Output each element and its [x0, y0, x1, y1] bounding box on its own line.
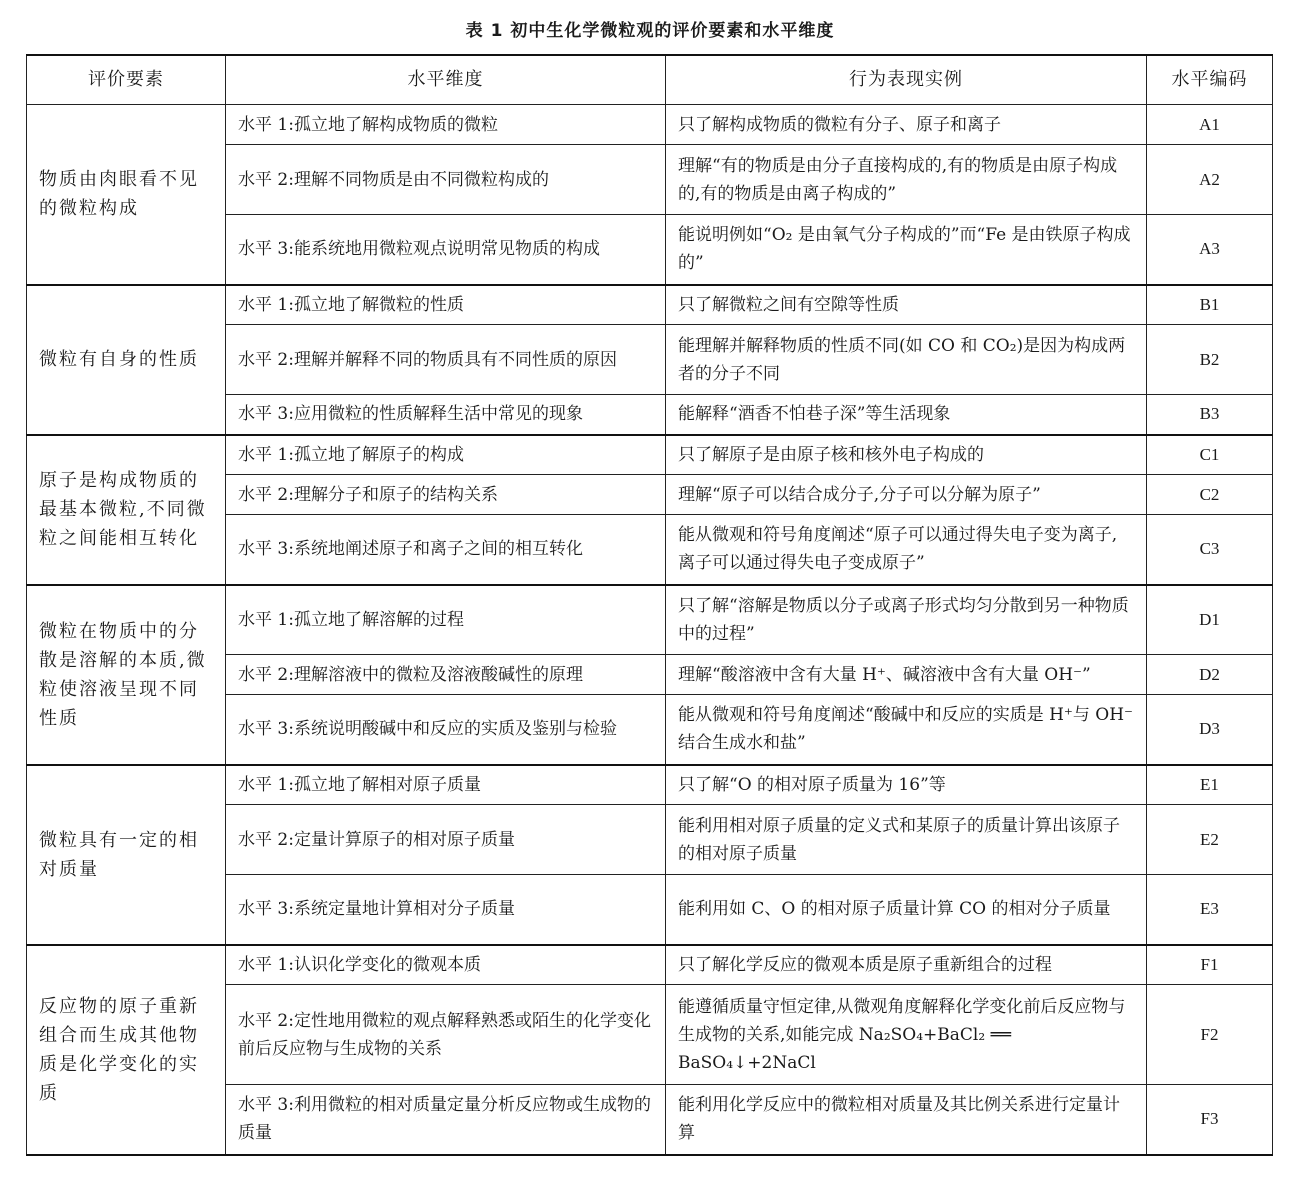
level-cell: 水平 1:孤立地了解溶解的过程	[226, 585, 666, 655]
level-cell: 水平 3:应用微粒的性质解释生活中常见的现象	[226, 395, 666, 435]
table-row	[27, 285, 1273, 325]
example-cell: 能说明例如“O₂ 是由氧气分子构成的”而“Fe 是由铁原子构成的”	[666, 215, 1147, 285]
example-cell: 只了解构成物质的微粒有分子、原子和离子	[666, 105, 1147, 145]
level-cell: 水平 2:理解溶液中的微粒及溶液酸碱性的原理	[226, 655, 666, 695]
level-cell: 水平 1:孤立地了解原子的构成	[226, 435, 666, 475]
level-cell: 水平 1:孤立地了解相对原子质量	[226, 765, 666, 805]
example-cell: 能利用相对原子质量的定义式和某原子的质量计算出该原子的相对原子质量	[666, 805, 1147, 875]
factor-cell: 微粒具有一定的相对质量	[27, 765, 226, 945]
table-body	[27, 105, 1273, 1155]
code-cell: A3	[1147, 215, 1273, 285]
code-cell: D3	[1147, 695, 1273, 765]
level-cell: 水平 1:孤立地了解构成物质的微粒	[226, 105, 666, 145]
level-cell: 水平 1:孤立地了解微粒的性质	[226, 285, 666, 325]
code-cell: C3	[1147, 515, 1273, 585]
header-code: 水平编码	[1147, 55, 1273, 105]
example-cell: 只了解原子是由原子核和核外电子构成的	[666, 435, 1147, 475]
factor-cell: 原子是构成物质的最基本微粒,不同微粒之间能相互转化	[27, 435, 226, 585]
code-cell: B3	[1147, 395, 1273, 435]
level-cell: 水平 3:系统地阐述原子和离子之间的相互转化	[226, 515, 666, 585]
header-row	[27, 55, 1273, 105]
level-cell: 水平 3:系统定量地计算相对分子质量	[226, 875, 666, 945]
code-cell: C1	[1147, 435, 1273, 475]
code-cell: E1	[1147, 765, 1273, 805]
code-cell: F3	[1147, 1085, 1273, 1155]
table-row	[27, 945, 1273, 985]
level-cell: 水平 2:理解不同物质是由不同微粒构成的	[226, 145, 666, 215]
header-example: 行为表现实例	[666, 55, 1147, 105]
example-cell: 能利用如 C、O 的相对原子质量计算 CO 的相对分子质量	[666, 875, 1147, 945]
level-cell: 水平 2:定性地用微粒的观点解释熟悉或陌生的化学变化前后反应物与生成物的关系	[226, 985, 666, 1085]
level-cell: 水平 3:系统说明酸碱中和反应的实质及鉴别与检验	[226, 695, 666, 765]
code-cell: F1	[1147, 945, 1273, 985]
example-cell: 能从微观和符号角度阐述“酸碱中和反应的实质是 H⁺与 OH⁻结合生成水和盐”	[666, 695, 1147, 765]
factor-cell: 物质由肉眼看不见的微粒构成	[27, 105, 226, 285]
table-caption: 表 1 初中生化学微粒观的评价要素和水平维度	[465, 21, 835, 41]
code-cell: A1	[1147, 105, 1273, 145]
code-cell: E2	[1147, 805, 1273, 875]
code-cell: D1	[1147, 585, 1273, 655]
example-cell: 能解释“酒香不怕巷子深”等生活现象	[666, 395, 1147, 435]
level-cell: 水平 2:理解并解释不同的物质具有不同性质的原因	[226, 325, 666, 395]
code-cell: E3	[1147, 875, 1273, 945]
code-cell: B1	[1147, 285, 1273, 325]
example-cell: 只了解“O 的相对原子质量为 16”等	[666, 765, 1147, 805]
example-cell: 能理解并解释物质的性质不同(如 CO 和 CO₂)是因为构成两者的分子不同	[666, 325, 1147, 395]
example-cell: 能利用化学反应中的微粒相对质量及其比例关系进行定量计算	[666, 1085, 1147, 1155]
factor-cell: 微粒在物质中的分散是溶解的本质,微粒使溶液呈现不同性质	[27, 585, 226, 765]
code-cell: D2	[1147, 655, 1273, 695]
level-cell: 水平 1:认识化学变化的微观本质	[226, 945, 666, 985]
header-level: 水平维度	[226, 55, 666, 105]
code-cell: F2	[1147, 985, 1273, 1085]
header-factor: 评价要素	[27, 55, 226, 105]
table-row	[27, 435, 1273, 475]
example-cell: 只了解“溶解是物质以分子或离子形式均匀分散到另一种物质中的过程”	[666, 585, 1147, 655]
table-row	[27, 585, 1273, 655]
example-cell: 只了解微粒之间有空隙等性质	[666, 285, 1147, 325]
table-row	[27, 105, 1273, 145]
evaluation-table	[26, 54, 1273, 1156]
level-cell: 水平 3:能系统地用微粒观点说明常见物质的构成	[226, 215, 666, 285]
level-cell: 水平 2:理解分子和原子的结构关系	[226, 475, 666, 515]
code-cell: B2	[1147, 325, 1273, 395]
level-cell: 水平 3:利用微粒的相对质量定量分析反应物或生成物的质量	[226, 1085, 666, 1155]
factor-cell: 反应物的原子重新组合而生成其他物质是化学变化的实质	[27, 945, 226, 1155]
table-row	[27, 765, 1273, 805]
example-cell: 只了解化学反应的微观本质是原子重新组合的过程	[666, 945, 1147, 985]
example-cell: 能遵循质量守恒定律,从微观角度解释化学变化前后反应物与生成物的关系,如能完成 Na₂SO₄+BaCl₂ ══ BaSO₄↓+2NaCl	[666, 985, 1147, 1085]
code-cell: A2	[1147, 145, 1273, 215]
example-cell: 理解“酸溶液中含有大量 H⁺、碱溶液中含有大量 OH⁻”	[666, 655, 1147, 695]
example-cell: 能从微观和符号角度阐述“原子可以通过得失电子变为离子,离子可以通过得失电子变成原子”	[666, 515, 1147, 585]
example-cell: 理解“有的物质是由分子直接构成的,有的物质是由原子构成的,有的物质是由离子构成的”	[666, 145, 1147, 215]
level-cell: 水平 2:定量计算原子的相对原子质量	[226, 805, 666, 875]
example-cell: 理解“原子可以结合成分子,分子可以分解为原子”	[666, 475, 1147, 515]
factor-cell: 微粒有自身的性质	[27, 285, 226, 435]
code-cell: C2	[1147, 475, 1273, 515]
